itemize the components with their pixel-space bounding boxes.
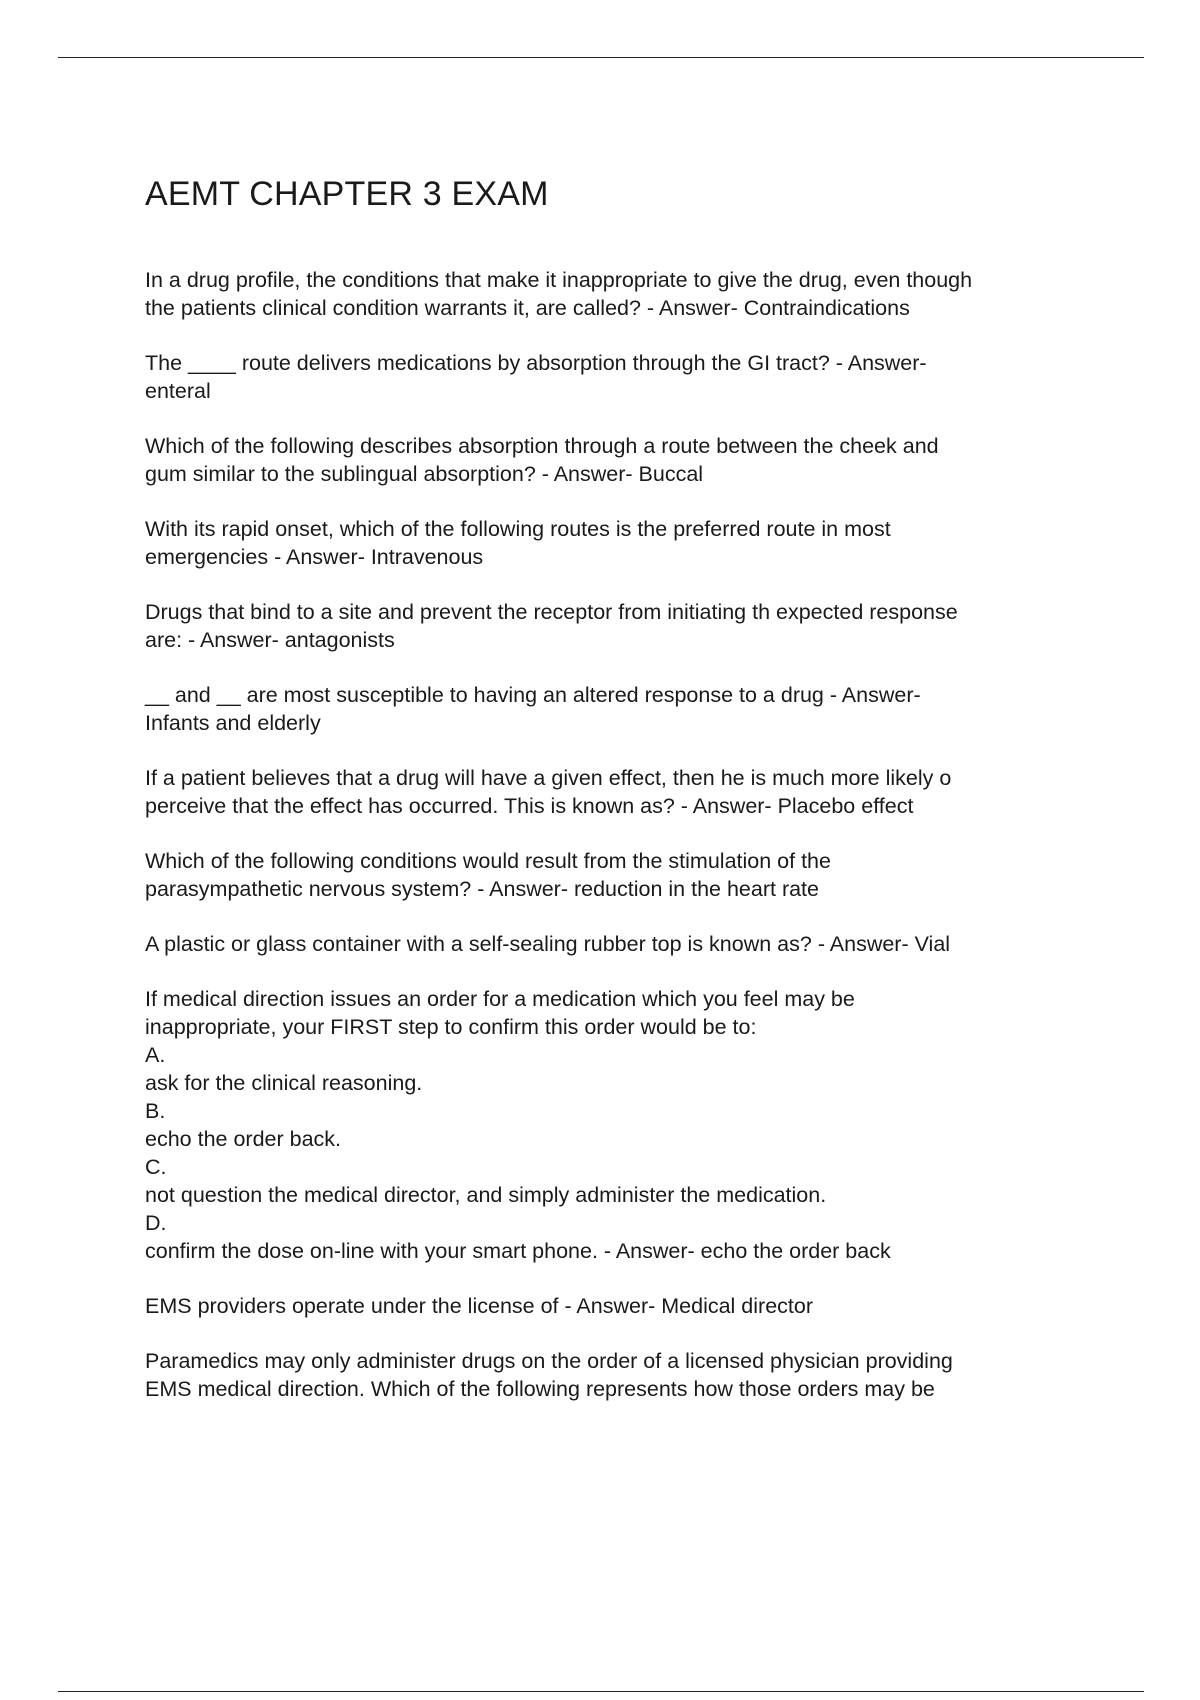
qa-item-11: EMS providers operate under the license of - Answer- Medical director bbox=[145, 1294, 814, 1318]
qa-item-8: Which of the following conditions would result from the stimulation of the parasympathetic nervous system? - Answer- reduction in the heart rate bbox=[145, 849, 831, 901]
qa-item-4: With its rapid onset, which of the following routes is the preferred route in most emergencies - Answer- Intravenous bbox=[145, 517, 891, 569]
document-body bbox=[145, 174, 1085, 1430]
qa-item-2: The ____ route delivers medications by absorption through the GI tract? - Answer- enteral bbox=[145, 351, 927, 403]
qa-item-5: Drugs that bind to a site and prevent the receptor from initiating th expected response are: - Answer- antagonists bbox=[145, 600, 958, 652]
qa-item-9: A plastic or glass container with a self-sealing rubber top is known as? - Answer- Vial bbox=[145, 932, 951, 956]
qa-item-7: If a patient believes that a drug will have a given effect, then he is much more likely o perceive that the effect has occurred. This is known as? - Answer- Placebo effect bbox=[145, 766, 952, 818]
top-rule bbox=[58, 57, 1144, 58]
page-title: AEMT CHAPTER 3 EXAM bbox=[145, 175, 549, 213]
qa-item-6: __ and __ are most susceptible to having an altered response to a drug - Answer- Infants and elderly bbox=[145, 683, 921, 735]
qa-item-1: In a drug profile, the conditions that make it inappropriate to give the drug, even though the patients clinical condition warrants it, are called? - Answer- Contraindications bbox=[145, 268, 973, 320]
qa-item-10: If medical direction issues an order for a medication which you feel may be inappropriate, your FIRST step to confirm this order would be to: A. ask for the clinical reasoning. B. echo the order back. C. not question the medical director, and simply administer the medication. D. confirm the dose on-line with your smart phone. - Answer- echo the order back bbox=[145, 987, 891, 1263]
qa-item-3: Which of the following describes absorption through a route between the cheek and gum similar to the sublingual absorption? - Answer- Buccal bbox=[145, 434, 939, 486]
bottom-rule bbox=[58, 1691, 1144, 1692]
qa-item-12: Paramedics may only administer drugs on the order of a licensed physician providing EMS medical direction. Which of the following represents how those orders may be bbox=[145, 1349, 953, 1401]
